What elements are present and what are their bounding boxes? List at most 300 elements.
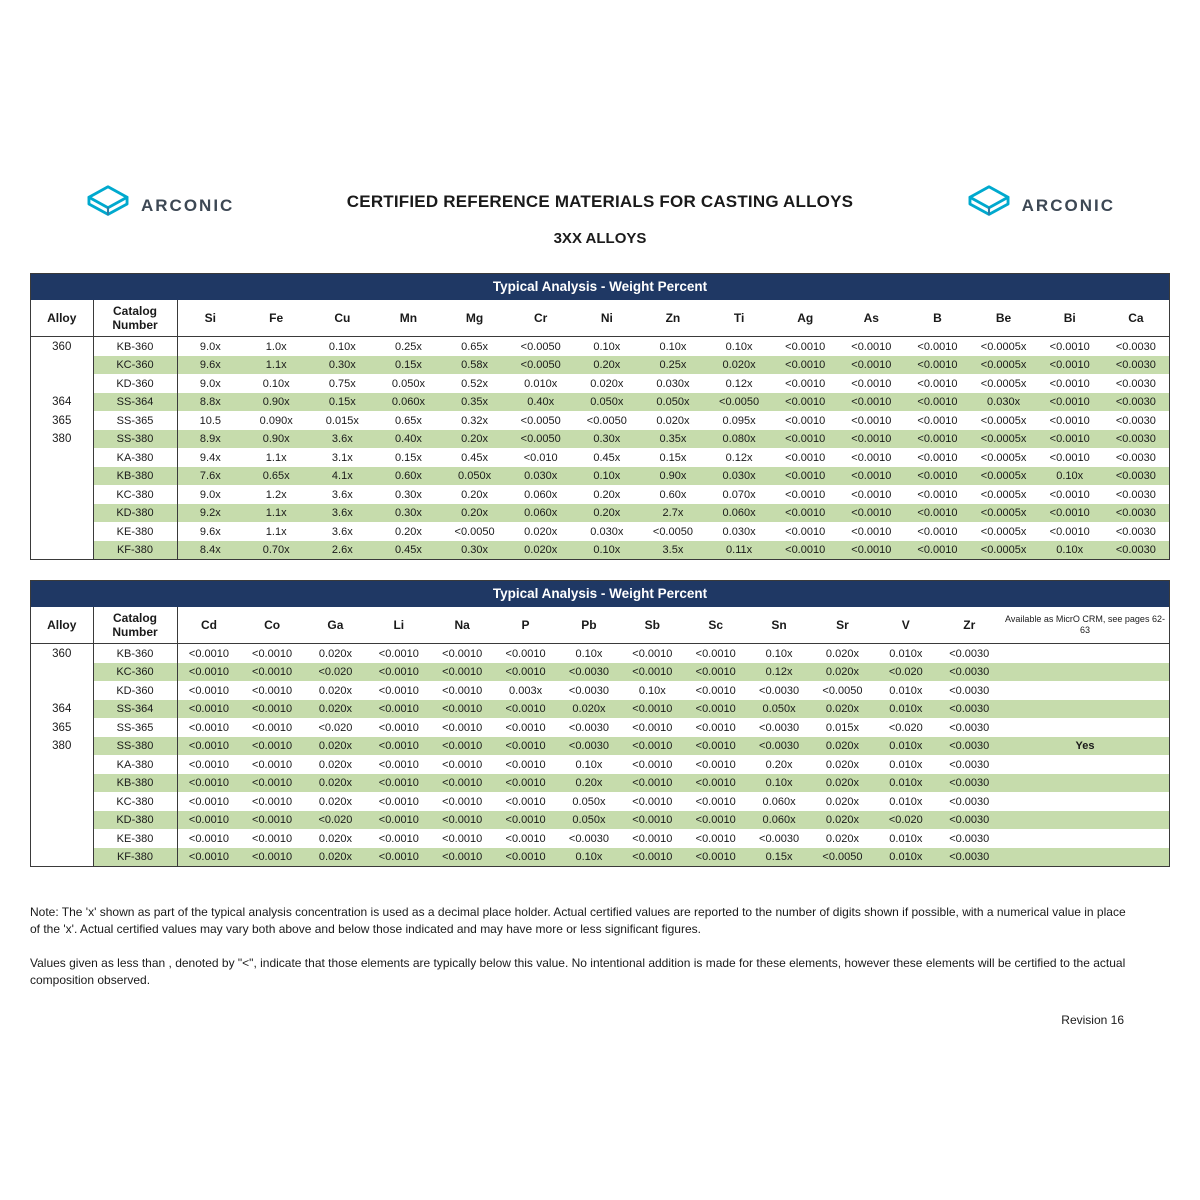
- value-cell: 0.30x: [375, 504, 441, 523]
- column-header: Fe: [243, 300, 309, 337]
- catalog-cell: KC-360: [93, 663, 177, 682]
- value-cell: 0.060x: [762, 795, 796, 808]
- value-cell: 0.050x: [747, 700, 810, 719]
- table-row-KC-360: [31, 663, 1169, 682]
- value-cell: 0.10x: [659, 340, 687, 353]
- value-cell: 0.060x: [508, 504, 574, 523]
- value-cell: 0.30x: [442, 541, 508, 560]
- table-row-KF-380: [31, 848, 1169, 867]
- value-cell: 9.2x: [177, 504, 243, 523]
- value-cell: [1001, 848, 1169, 867]
- column-header: Available as MicrO CRM, see pages 62-63: [1001, 607, 1169, 644]
- value-cell: <0.0010: [431, 811, 494, 830]
- value-cell: <0.0010: [505, 758, 546, 771]
- catalog-cell: KC-360: [93, 356, 177, 375]
- value-cell: <0.0010: [378, 795, 419, 808]
- value-cell: 1.0x: [265, 340, 287, 353]
- value-cell: 0.010x: [889, 684, 923, 697]
- value-cell: 0.65x: [461, 340, 489, 353]
- value-cell: 0.020x: [825, 832, 859, 845]
- page-header: [30, 183, 1170, 247]
- table1-title-bar: Typical Analysis - Weight Percent: [31, 274, 1169, 300]
- value-cell: <0.0010: [177, 737, 240, 756]
- value-cell: 0.020x: [825, 647, 859, 660]
- value-cell: <0.0030: [938, 737, 1002, 756]
- value-cell: 3.5x: [640, 541, 706, 560]
- value-cell: 0.060x: [706, 504, 772, 523]
- value-cell: <0.0030: [1103, 356, 1169, 375]
- value-cell: [1001, 774, 1169, 793]
- alloy-cell: [31, 374, 93, 393]
- value-cell: 0.30x: [574, 430, 640, 449]
- value-cell: <0.0010: [785, 377, 826, 390]
- value-cell: <0.0010: [378, 647, 419, 660]
- value-cell: 0.20x: [574, 356, 640, 375]
- value-cell: 0.010x: [874, 774, 937, 793]
- catalog-cell: SS-364: [93, 393, 177, 412]
- value-cell: 1.1x: [243, 504, 309, 523]
- value-cell: 0.20x: [574, 504, 640, 523]
- alloy-cell: 360: [31, 644, 93, 663]
- alloy-cell: [31, 774, 93, 793]
- table-row-SS-365: [31, 411, 1169, 430]
- value-cell: <0.0010: [442, 647, 483, 660]
- value-cell: 0.020x: [304, 848, 367, 867]
- column-header: Sn: [747, 607, 810, 644]
- value-cell: <0.0010: [1049, 525, 1090, 538]
- value-cell: <0.0010: [1049, 488, 1090, 501]
- value-cell: <0.0010: [785, 451, 826, 464]
- alloy-cell: [31, 681, 93, 700]
- value-cell: <0.0010: [838, 356, 904, 375]
- value-cell: 0.35x: [640, 430, 706, 449]
- value-cell: [1001, 792, 1169, 811]
- value-cell: 9.0x: [199, 488, 221, 501]
- value-cell: 0.40x: [375, 430, 441, 449]
- value-cell: [1001, 644, 1169, 663]
- value-cell: <0.0010: [505, 647, 546, 660]
- value-cell: <0.0005x: [971, 541, 1037, 560]
- value-cell: 0.020x: [811, 811, 874, 830]
- value-cell: 3.6x: [331, 488, 353, 501]
- alloy-cell: 364: [31, 700, 93, 719]
- alloy-cell: 365: [31, 411, 93, 430]
- value-cell: 0.020x: [304, 737, 367, 756]
- value-cell: 0.75x: [328, 377, 356, 390]
- value-cell: <0.0010: [917, 451, 958, 464]
- value-cell: <0.0010: [188, 758, 229, 771]
- value-cell: <0.0010: [621, 663, 684, 682]
- value-cell: 0.010x: [889, 832, 923, 845]
- value-cell: 1.1x: [265, 451, 287, 464]
- value-cell: <0.0010: [772, 430, 838, 449]
- note-decimal-placeholder: Note: The 'x' shown as part of the typical analysis concentration is used as a decimal place holder. Actual certified values are reported to the number of digits shown if possible, with a numerical value in place of the 'x'. Actual certified values may vary both above and below those indicated and may have more or less significant figures.: [30, 905, 1126, 937]
- value-cell: <0.0010: [442, 832, 483, 845]
- value-cell: <0.0030: [1103, 504, 1169, 523]
- column-header: Ga: [304, 607, 367, 644]
- catalog-cell: SS-365: [93, 718, 177, 737]
- value-cell: 0.10x: [575, 647, 603, 660]
- value-cell: <0.0005x: [971, 430, 1037, 449]
- catalog-cell: KD-360: [93, 374, 177, 393]
- table-row-KD-380: [31, 504, 1169, 523]
- value-cell: 2.7x: [640, 504, 706, 523]
- value-cell: 0.20x: [394, 525, 422, 538]
- column-header: Cu: [309, 300, 375, 337]
- value-cell: <0.0010: [621, 811, 684, 830]
- value-cell: 3.6x: [309, 430, 375, 449]
- column-header: V: [874, 607, 937, 644]
- value-cell: 3.6x: [309, 504, 375, 523]
- value-cell: <0.0030: [568, 684, 609, 697]
- value-cell: <0.0010: [684, 848, 747, 867]
- column-header: Ti: [706, 300, 772, 337]
- value-cell: 0.050x: [557, 811, 620, 830]
- value-cell: 0.25x: [394, 340, 422, 353]
- value-cell: <0.0030: [759, 721, 800, 734]
- value-cell: 0.030x: [706, 467, 772, 486]
- value-cell: <0.0010: [851, 340, 892, 353]
- value-cell: 0.10x: [638, 684, 666, 697]
- value-cell: <0.0010: [632, 721, 673, 734]
- value-cell: <0.0005x: [971, 356, 1037, 375]
- value-cell: 0.90x: [243, 430, 309, 449]
- value-cell: 0.020x: [318, 795, 352, 808]
- value-cell: 0.050x: [572, 795, 606, 808]
- column-header: P: [494, 607, 557, 644]
- value-cell: <0.0050: [520, 414, 561, 427]
- value-cell: 0.030x: [590, 525, 624, 538]
- value-cell: <0.0010: [494, 663, 557, 682]
- value-cell: <0.0010: [772, 541, 838, 560]
- value-cell: 0.45x: [593, 451, 621, 464]
- value-cell: <0.0010: [494, 737, 557, 756]
- table-row-KD-360: [31, 681, 1169, 700]
- catalog-cell: KB-380: [93, 467, 177, 486]
- value-cell: <0.0010: [772, 504, 838, 523]
- table-row-KC-360: [31, 356, 1169, 375]
- value-cell: <0.020: [888, 721, 923, 734]
- value-cell: 4.1x: [309, 467, 375, 486]
- value-cell: <0.0010: [431, 737, 494, 756]
- value-cell: <0.0030: [938, 811, 1002, 830]
- value-cell: 0.020x: [304, 774, 367, 793]
- value-cell: 0.15x: [309, 393, 375, 412]
- alloy-cell: [31, 356, 93, 375]
- column-header: Catalog Number: [93, 607, 177, 644]
- value-cell: 0.020x: [825, 758, 859, 771]
- value-cell: <0.0010: [1037, 430, 1103, 449]
- value-cell: 0.12x: [725, 451, 753, 464]
- value-cell: 0.30x: [394, 488, 422, 501]
- table-row-KB-380: [31, 467, 1169, 486]
- value-cell: 0.050x: [442, 467, 508, 486]
- value-cell: <0.0010: [494, 811, 557, 830]
- value-cell: <0.0010: [431, 663, 494, 682]
- value-cell: <0.0010: [378, 832, 419, 845]
- value-cell: <0.0010: [1049, 451, 1090, 464]
- value-cell: <0.0050: [652, 525, 693, 538]
- value-cell: <0.0010: [252, 721, 293, 734]
- value-cell: <0.0010: [838, 504, 904, 523]
- alloy-cell: 360: [31, 337, 93, 356]
- value-cell: <0.0010: [695, 758, 736, 771]
- value-cell: <0.020: [874, 663, 937, 682]
- column-header: Alloy: [31, 607, 93, 644]
- value-cell: <0.0030: [759, 832, 800, 845]
- value-cell: <0.0010: [838, 393, 904, 412]
- value-cell: 0.90x: [640, 467, 706, 486]
- table-row-KA-380: [31, 755, 1169, 774]
- column-header: Mn: [375, 300, 441, 337]
- value-cell: <0.0030: [1103, 430, 1169, 449]
- table-row-SS-365: [31, 718, 1169, 737]
- catalog-cell: KD-380: [93, 504, 177, 523]
- value-cell: 9.0x: [199, 340, 221, 353]
- page-subtitle: 3XX ALLOYS: [553, 230, 647, 247]
- column-header: Sc: [684, 607, 747, 644]
- value-cell: 0.45x: [375, 541, 441, 560]
- value-cell: <0.0030: [938, 700, 1002, 719]
- table-row-KD-380: [31, 811, 1169, 830]
- column-header: Sb: [621, 607, 684, 644]
- catalog-cell: KC-380: [93, 792, 177, 811]
- value-cell: <0.0010: [851, 488, 892, 501]
- title-block: [234, 183, 965, 247]
- typical-analysis-table-major-elements: [31, 300, 1169, 559]
- value-cell: <0.0010: [695, 721, 736, 734]
- value-cell: 0.010x: [889, 758, 923, 771]
- value-cell: <0.0010: [1037, 356, 1103, 375]
- value-cell: 0.70x: [243, 541, 309, 560]
- table1-header-row: [31, 300, 1169, 337]
- value-cell: 0.010x: [874, 700, 937, 719]
- value-cell: 0.25x: [640, 356, 706, 375]
- alloy-cell: 364: [31, 393, 93, 412]
- alloy-cell: [31, 848, 93, 867]
- value-cell: 0.10x: [574, 541, 640, 560]
- value-cell: <0.0030: [949, 795, 990, 808]
- value-cell: 0.40x: [508, 393, 574, 412]
- value-cell: 0.020x: [825, 795, 859, 808]
- table-row-SS-364: [31, 700, 1169, 719]
- value-cell: <0.0010: [494, 848, 557, 867]
- value-cell: <0.0010: [684, 700, 747, 719]
- value-cell: 0.050x: [391, 377, 425, 390]
- value-cell: <0.0010: [367, 700, 430, 719]
- value-cell: 0.58x: [442, 356, 508, 375]
- table-row-KD-360: [31, 374, 1169, 393]
- value-cell: <0.0010: [772, 393, 838, 412]
- value-cell: <0.0030: [1115, 451, 1156, 464]
- value-cell: <0.0030: [938, 663, 1002, 682]
- alloy-cell: 365: [31, 718, 93, 737]
- value-cell: [1001, 663, 1169, 682]
- value-cell: 0.20x: [442, 430, 508, 449]
- table-row-KB-360: [31, 337, 1169, 356]
- value-cell: 0.20x: [461, 488, 489, 501]
- value-cell: 9.4x: [199, 451, 221, 464]
- value-cell: 1.1x: [243, 356, 309, 375]
- value-cell: 0.60x: [659, 488, 687, 501]
- value-cell: <0.0010: [240, 737, 303, 756]
- value-cell: <0.020: [874, 811, 937, 830]
- value-cell: <0.0010: [621, 700, 684, 719]
- value-cell: <0.0030: [1115, 377, 1156, 390]
- value-cell: <0.0010: [904, 467, 970, 486]
- catalog-cell: KD-380: [93, 811, 177, 830]
- value-cell: 0.20x: [593, 488, 621, 501]
- alloy-cell: [31, 522, 93, 541]
- value-cell: <0.0010: [252, 795, 293, 808]
- table-row-KB-380: [31, 774, 1169, 793]
- value-cell: <0.0010: [252, 647, 293, 660]
- alloy-cell: [31, 448, 93, 467]
- table-row-KC-380: [31, 485, 1169, 504]
- column-header: Cr: [508, 300, 574, 337]
- value-cell: <0.0030: [949, 684, 990, 697]
- catalog-cell: KB-360: [93, 337, 177, 356]
- column-header: Ag: [772, 300, 838, 337]
- value-cell: 0.060x: [375, 393, 441, 412]
- value-cell: <0.0010: [621, 848, 684, 867]
- value-cell: <0.0010: [1037, 393, 1103, 412]
- value-cell: <0.0030: [568, 832, 609, 845]
- value-cell: 0.20x: [442, 504, 508, 523]
- value-cell: 0.070x: [722, 488, 756, 501]
- value-cell: <0.0050: [520, 340, 561, 353]
- value-cell: <0.0050: [706, 393, 772, 412]
- value-cell: 0.050x: [574, 393, 640, 412]
- catalog-cell: SS-380: [93, 737, 177, 756]
- value-cell: 0.030x: [722, 525, 756, 538]
- value-cell: <0.0030: [938, 774, 1002, 793]
- value-cell: <0.0050: [508, 356, 574, 375]
- value-cell: <0.0010: [188, 832, 229, 845]
- value-cell: 0.12x: [747, 663, 810, 682]
- value-cell: 0.60x: [375, 467, 441, 486]
- value-cell: <0.0010: [442, 721, 483, 734]
- value-cell: <0.0010: [252, 758, 293, 771]
- value-cell: 0.10x: [1037, 467, 1103, 486]
- value-cell: <0.0005x: [980, 488, 1027, 501]
- value-cell: 0.030x: [508, 467, 574, 486]
- value-cell: <0.0010: [367, 811, 430, 830]
- value-cell: <0.0010: [684, 811, 747, 830]
- value-cell: <0.0010: [851, 377, 892, 390]
- column-header: Na: [431, 607, 494, 644]
- arconic-logo-left: [85, 183, 234, 228]
- value-cell: <0.0010: [1049, 340, 1090, 353]
- value-cell: <0.0030: [1115, 340, 1156, 353]
- column-header: Li: [367, 607, 430, 644]
- alloy-cell: [31, 811, 93, 830]
- catalog-cell: KB-380: [93, 774, 177, 793]
- table-row-SS-380: [31, 737, 1169, 756]
- value-cell: <0.0010: [188, 684, 229, 697]
- value-cell: 0.090x: [259, 414, 293, 427]
- value-cell: 0.10x: [575, 758, 603, 771]
- value-cell: <0.0010: [695, 684, 736, 697]
- value-cell: 0.10x: [262, 377, 290, 390]
- value-cell: 9.6x: [199, 525, 221, 538]
- value-cell: <0.0010: [442, 684, 483, 697]
- value-cell: 0.52x: [461, 377, 489, 390]
- arconic-logo-right: [966, 183, 1115, 228]
- value-cell: <0.0030: [759, 684, 800, 697]
- value-cell: <0.0010: [695, 795, 736, 808]
- value-cell: <0.0010: [904, 430, 970, 449]
- value-cell: 0.10x: [557, 848, 620, 867]
- value-cell: 0.65x: [243, 467, 309, 486]
- table1-section: [30, 273, 1170, 560]
- value-cell: 0.020x: [656, 414, 690, 427]
- value-cell: <0.0010: [684, 663, 747, 682]
- value-cell: 0.030x: [971, 393, 1037, 412]
- value-cell: 0.010x: [524, 377, 558, 390]
- value-cell: <0.0030: [938, 848, 1002, 867]
- value-cell: <0.0010: [378, 721, 419, 734]
- value-cell: 0.10x: [747, 774, 810, 793]
- table-row-SS-380: [31, 430, 1169, 449]
- value-cell: 0.020x: [524, 525, 558, 538]
- value-cell: <0.0030: [949, 647, 990, 660]
- value-cell: 0.030x: [656, 377, 690, 390]
- column-header: Catalog Number: [93, 300, 177, 337]
- alloy-cell: [31, 541, 93, 560]
- column-header: Si: [177, 300, 243, 337]
- table-row-KE-380: [31, 829, 1169, 848]
- catalog-cell: KE-380: [93, 522, 177, 541]
- revision-label: Revision 16: [1061, 1013, 1124, 1028]
- alloy-cell: 380: [31, 737, 93, 756]
- value-cell: 0.020x: [318, 832, 352, 845]
- value-cell: 0.020x: [811, 774, 874, 793]
- value-cell: <0.0010: [240, 663, 303, 682]
- value-cell: Yes: [1001, 737, 1169, 756]
- arconic-mark-icon: [85, 183, 131, 228]
- value-cell: [1001, 681, 1169, 700]
- value-cell: <0.0010: [684, 774, 747, 793]
- brand-wordmark: ARCONIC: [141, 195, 235, 215]
- value-cell: 3.1x: [331, 451, 353, 464]
- value-cell: <0.0010: [177, 848, 240, 867]
- value-cell: [1001, 811, 1169, 830]
- value-cell: <0.0010: [240, 848, 303, 867]
- table2-section: [30, 580, 1170, 867]
- value-cell: <0.0010: [772, 467, 838, 486]
- value-cell: <0.0010: [904, 504, 970, 523]
- value-cell: <0.0010: [838, 430, 904, 449]
- value-cell: <0.0010: [367, 663, 430, 682]
- value-cell: <0.0030: [1103, 393, 1169, 412]
- value-cell: <0.0010: [252, 684, 293, 697]
- value-cell: 0.010x: [874, 737, 937, 756]
- value-cell: <0.0010: [621, 737, 684, 756]
- value-cell: 0.12x: [725, 377, 753, 390]
- value-cell: 0.020x: [318, 647, 352, 660]
- value-cell: <0.0030: [1103, 541, 1169, 560]
- value-cell: [1001, 718, 1169, 737]
- column-header: Ni: [574, 300, 640, 337]
- value-cell: [1001, 755, 1169, 774]
- value-cell: <0.0050: [586, 414, 627, 427]
- catalog-cell: KA-380: [93, 448, 177, 467]
- value-cell: [1001, 700, 1169, 719]
- value-cell: 0.10x: [593, 340, 621, 353]
- value-cell: <0.0010: [505, 721, 546, 734]
- column-header: Zn: [640, 300, 706, 337]
